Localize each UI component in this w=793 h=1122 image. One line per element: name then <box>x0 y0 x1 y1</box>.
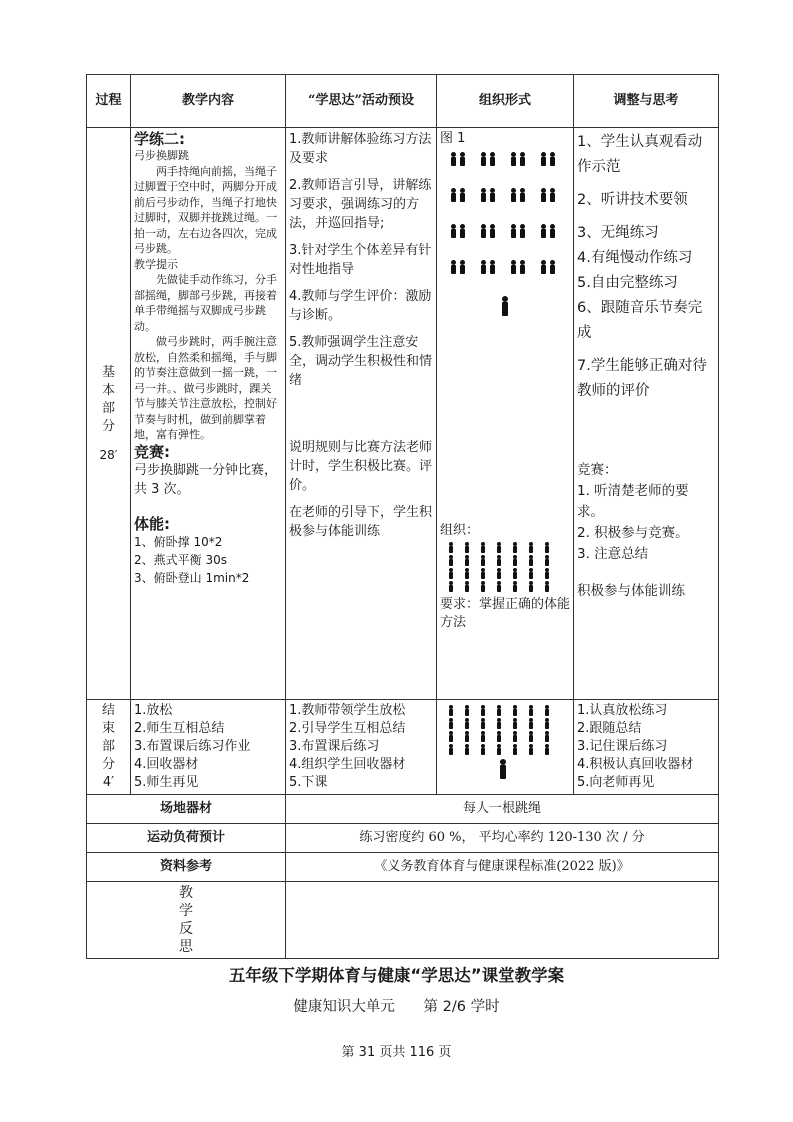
teaching-reflection-label: 教 学 反 思 <box>87 882 286 959</box>
reference-row <box>87 853 719 882</box>
student-icon <box>549 188 556 202</box>
contest-reflect-3: 3. 注意总结 <box>577 546 649 562</box>
lesson-plan-table <box>86 74 719 959</box>
reflection-6: 6、跟随音乐节奏完成 <box>577 300 703 341</box>
student-icon <box>464 542 470 553</box>
student-icon <box>540 260 547 274</box>
ending-organization-cell <box>437 700 574 795</box>
fitness-title: 体能: <box>134 514 170 533</box>
student-icon <box>510 152 517 166</box>
student-icon <box>544 581 550 592</box>
student-icon <box>464 744 470 755</box>
figure-label: 图 1 <box>440 131 466 146</box>
ending-reflection-1: 1.认真放松练习 <box>577 703 668 718</box>
student-icon <box>528 568 534 579</box>
ending-reflection-2: 2.跟随总结 <box>577 721 642 736</box>
student-icon <box>448 744 454 755</box>
ending-activity-5: 5.下课 <box>289 775 328 790</box>
equipment-row <box>87 795 719 824</box>
student-icon <box>528 555 534 566</box>
header-reflection: 调整与思考 <box>574 75 719 128</box>
student-icon <box>544 744 550 755</box>
student-icon <box>459 188 466 202</box>
student-icon <box>464 705 470 716</box>
teacher-icon <box>500 296 510 316</box>
reflection-3: 3、无绳练习 <box>577 225 659 241</box>
student-icon <box>544 705 550 716</box>
student-icon <box>510 188 517 202</box>
student-icon <box>450 224 457 238</box>
student-icon <box>496 718 502 729</box>
header-process: 过程 <box>87 75 131 128</box>
ending-activity-1: 1.教师带领学生放松 <box>289 703 406 718</box>
student-icon <box>459 224 466 238</box>
student-icon <box>528 718 534 729</box>
student-icon <box>496 731 502 742</box>
student-icon <box>519 224 526 238</box>
student-icon <box>496 568 502 579</box>
load-label: 运动负荷预计 <box>87 824 286 853</box>
student-icon <box>496 581 502 592</box>
student-icon <box>528 542 534 553</box>
ending-time: 4′ <box>102 775 115 790</box>
activity-fitness: 在老师的引导下，学生积极参与体能训练 <box>289 505 433 539</box>
reflection-4: 4.有绳慢动作练习 <box>577 250 693 266</box>
student-icon <box>512 542 518 553</box>
fitness-reflect: 积极参与体能训练 <box>577 583 685 599</box>
formation-row <box>450 224 570 238</box>
teaching-reflection-value <box>286 882 719 959</box>
activity-contest: 说明规则与比赛方法老师计时，学生积极比赛。评价。 <box>289 440 433 493</box>
student-icon <box>512 705 518 716</box>
student-icon <box>512 744 518 755</box>
basic-organization-cell <box>437 128 574 700</box>
tips-text-1: 先做徒手动作练习，分手部摇绳，脚部弓步跳，再接着单手带绳摇与双脚成弓步跳动。 <box>134 273 277 333</box>
reference-label: 资料参考 <box>87 853 286 882</box>
student-icon <box>544 718 550 729</box>
ending-stage-label: 结 束 部 分 4′ <box>87 700 131 795</box>
student-icon <box>480 224 487 238</box>
formation-row <box>450 152 570 166</box>
student-icon <box>549 152 556 166</box>
organization-label: 组织： <box>440 523 480 538</box>
student-icon <box>480 705 486 716</box>
reflection-2: 2、听讲技术要领 <box>577 192 688 208</box>
student-icon <box>480 542 486 553</box>
activity-5: 5.教师强调学生注意安全，调动学生积极性和情绪 <box>289 335 433 388</box>
load-value: 练习密度约 60 %， 平均心率约 120-130 次 / 分 <box>286 824 719 853</box>
student-icon <box>464 718 470 729</box>
student-icon <box>496 542 502 553</box>
basic-part-row <box>87 128 719 700</box>
student-icon <box>510 260 517 274</box>
ending-content-5: 5.师生再见 <box>134 775 199 790</box>
table-header-row <box>87 75 719 128</box>
ending-content-2: 2.师生互相总结 <box>134 721 225 736</box>
basic-reflection-cell <box>574 128 719 700</box>
contest-reflect-title: 竞赛： <box>577 462 618 478</box>
student-icon <box>464 581 470 592</box>
ending-reflection-3: 3.记住课后练习 <box>577 739 668 754</box>
student-icon <box>464 731 470 742</box>
ending-reflection-cell <box>574 700 719 795</box>
document-subtitle <box>0 995 793 1016</box>
student-icon <box>489 188 496 202</box>
student-icon <box>544 555 550 566</box>
student-icon <box>448 581 454 592</box>
header-activity: “学思达”活动预设 <box>286 75 437 128</box>
student-icon <box>448 555 454 566</box>
student-icon <box>496 744 502 755</box>
basic-time: 28′ <box>99 447 118 462</box>
student-icon <box>519 260 526 274</box>
student-icon <box>512 581 518 592</box>
formation-row <box>450 188 570 202</box>
load-row <box>87 824 719 853</box>
student-icon <box>544 568 550 579</box>
reference-value: 《义务教育体育与健康课程标准(2022 版)》 <box>286 853 719 882</box>
practice-subtitle: 弓步换脚跳 <box>134 149 189 162</box>
basic-content-cell <box>131 128 286 700</box>
student-icon <box>528 705 534 716</box>
student-icon <box>540 152 547 166</box>
ending-activity-2: 2.引导学生互相总结 <box>289 721 406 736</box>
ending-formation-diagram <box>448 705 570 755</box>
ending-reflection-5: 5.向老师再见 <box>577 775 655 790</box>
student-icon <box>464 568 470 579</box>
ending-content-3: 3.布置课后练习作业 <box>134 739 251 754</box>
student-icon <box>448 705 454 716</box>
student-icon <box>496 555 502 566</box>
page-number: 第 31 页共 116 页 <box>341 1045 452 1060</box>
student-icon <box>448 568 454 579</box>
student-icon <box>489 260 496 274</box>
fitness-item-1: 1、俯卧撑 10*2 <box>134 534 223 549</box>
teacher-position <box>500 296 570 322</box>
organization-requirement: 要求：掌握正确的体能方法 <box>440 597 571 630</box>
reflection-1: 1、学生认真观看动作示范 <box>577 134 703 175</box>
student-icon <box>448 718 454 729</box>
student-icon <box>450 152 457 166</box>
student-icon <box>450 260 457 274</box>
student-icon <box>510 224 517 238</box>
practice-description: 两手持绳向前摇，当绳子过脚置于空中时，两脚分开成前后弓步动作，当绳子打地快过脚时，双脚并拢跳过绳。一拍一动，左右边各四次，完成弓步跳。 <box>134 164 277 255</box>
equipment-label: 场地器材 <box>87 795 286 824</box>
student-icon <box>480 188 487 202</box>
student-icon <box>480 744 486 755</box>
student-icon <box>464 555 470 566</box>
student-icon <box>528 581 534 592</box>
student-icon <box>480 568 486 579</box>
student-icon <box>496 705 502 716</box>
contest-reflect-1: 1. 听清楚老师的要求。 <box>577 483 689 520</box>
student-icon <box>512 568 518 579</box>
contest-title: 竞赛: <box>134 442 170 461</box>
student-icon <box>512 731 518 742</box>
practice-title: 学练二: <box>134 130 185 148</box>
ending-teacher-position <box>498 759 570 785</box>
student-icon <box>512 718 518 729</box>
ending-content-cell <box>131 700 286 795</box>
lesson-number: 第 2/6 学时 <box>423 999 500 1015</box>
student-icon <box>480 718 486 729</box>
student-icon <box>480 260 487 274</box>
ending-activity-3: 3.布置课后练习 <box>289 739 380 754</box>
header-organization: 组织形式 <box>437 75 574 128</box>
student-icon <box>480 581 486 592</box>
activity-2: 2.教师语言引导，讲解练习要求，强调练习的方法，并巡回指导; <box>289 178 432 231</box>
ending-reflection-4: 4.积极认真回收器材 <box>577 757 694 772</box>
student-icon <box>448 542 454 553</box>
ending-activity-cell <box>286 700 437 795</box>
student-icon <box>480 731 486 742</box>
student-icon <box>489 152 496 166</box>
student-icon <box>540 224 547 238</box>
basic-activity-cell <box>286 128 437 700</box>
student-icon <box>540 188 547 202</box>
fitness-formation-diagram <box>448 542 570 592</box>
reflection-7: 7.学生能够正确对待教师的评价 <box>577 358 707 399</box>
unit-name: 健康知识大单元 <box>293 999 395 1015</box>
student-icon <box>549 224 556 238</box>
ending-activity-4: 4.组织学生回收器材 <box>289 757 406 772</box>
formation-row <box>450 260 570 274</box>
student-icon <box>519 152 526 166</box>
student-icon <box>549 260 556 274</box>
ending-content-4: 4.回收器材 <box>134 757 199 772</box>
student-icon <box>450 188 457 202</box>
contest-text: 弓步换脚跳一分钟比赛，共 3 次。 <box>134 462 278 497</box>
student-icon <box>528 731 534 742</box>
tips-text-2: 做弓步跳时，两手腕注意放松，自然柔和摇绳，手与脚的节奏注意做到一摇一跳，一弓一并。、做弓步跳时，踝关节与膝关节注意放松，控制好节奏与时机，做到前脚掌着地，富有弹性。 <box>134 335 277 441</box>
student-icon <box>528 744 534 755</box>
reflection-5: 5.自由完整练习 <box>577 275 678 291</box>
fitness-item-2: 2、燕式平衡 30s <box>134 552 227 567</box>
basic-stage-label: 基 本 部 分 28′ <box>87 128 131 700</box>
activity-4: 4.教师与学生评价：激励与诊断。 <box>289 289 432 323</box>
teacher-icon <box>498 759 508 779</box>
activity-1: 1.教师讲解体验练习方法及要求 <box>289 132 432 166</box>
student-icon <box>459 260 466 274</box>
activity-3: 3.针对学生个体差异有针对性地指导 <box>289 243 432 277</box>
student-icon <box>544 542 550 553</box>
student-icon <box>448 731 454 742</box>
student-icon <box>489 224 496 238</box>
header-content: 教学内容 <box>131 75 286 128</box>
formation-diagram <box>440 152 570 322</box>
teaching-reflection-row <box>87 882 719 959</box>
student-icon <box>480 152 487 166</box>
tips-title: 教学提示 <box>134 257 178 271</box>
student-icon <box>480 555 486 566</box>
fitness-item-3: 3、俯卧登山 1min*2 <box>134 570 250 585</box>
contest-reflect-2: 2. 积极参与竞赛。 <box>577 525 689 541</box>
ending-content-1: 1.放松 <box>134 703 173 718</box>
student-icon <box>512 555 518 566</box>
document-title: 五年级下学期体育与健康“学思达”课堂教学案 <box>228 966 565 985</box>
student-icon <box>519 188 526 202</box>
equipment-value: 每人一根跳绳 <box>286 795 719 824</box>
student-icon <box>459 152 466 166</box>
ending-part-row <box>87 700 719 795</box>
student-icon <box>544 731 550 742</box>
